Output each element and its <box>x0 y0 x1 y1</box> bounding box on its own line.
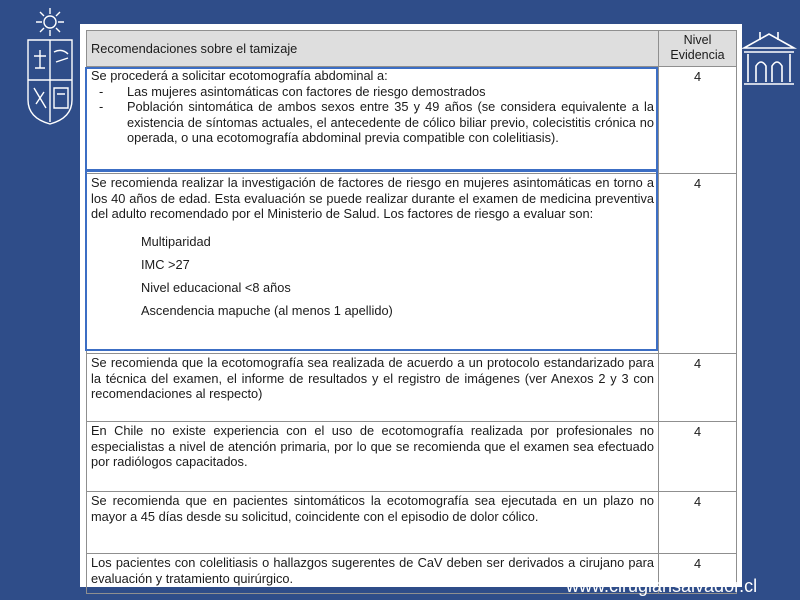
risk-factor-item: IMC >27 <box>141 256 190 272</box>
recommendations-table <box>86 30 737 594</box>
risk-factor-item: Ascendencia mapuche (al menos 1 apellido) <box>141 302 393 318</box>
table-row <box>87 67 737 174</box>
evidence-level-cell: 4 <box>659 354 737 422</box>
evidence-level-cell: 4 <box>659 492 737 554</box>
risk-factor-list <box>141 232 654 324</box>
university-crest-icon <box>24 8 76 126</box>
risk-factor-item: Multiparidad <box>141 233 211 249</box>
recommendation-cell: Se recomienda que la ecotomografía sea realizada de acuerdo a un protocolo estandarizado para la técnica del examen, el informe de resultados y el registro de imágenes (ver Anexos 2 y 3 con recomendaciones al respecto) <box>87 354 659 422</box>
table-row <box>87 174 737 354</box>
table-row <box>87 492 737 554</box>
header-level-line1: Nivel <box>683 33 712 47</box>
header-evidence-level <box>659 31 737 67</box>
table-row <box>87 354 737 422</box>
guideline-table-card <box>80 24 742 587</box>
evidence-level-cell: 4 <box>659 67 737 174</box>
building-facade-icon <box>740 28 798 88</box>
table-row <box>87 422 737 492</box>
risk-factor-item: Nivel educacional <8 años <box>141 279 291 295</box>
list-item: - Las mujeres asintomáticas con factores de riesgo demostrados <box>119 84 654 100</box>
recommendation-cell: En Chile no existe experiencia con el uso de ecotomografía realizada por profesionales no especialistas a nivel de atención primaria, por lo que se recomienda que el examen sea efectuado por radiólogos capacitados. <box>87 422 659 492</box>
recommendation-text: Se procederá a solicitar ecotomografía abdominal a: <box>91 68 388 83</box>
recommendation-list <box>91 84 654 146</box>
evidence-level-cell: 4 <box>659 554 737 594</box>
evidence-level-cell: 4 <box>659 174 737 354</box>
recommendation-cell: Los pacientes con colelitiasis o hallazgos sugerentes de CaV deben ser derivados a cirujano para evaluación y tratamiento quirúrgico. <box>87 554 659 594</box>
recommendation-text: Se recomienda realizar la investigación de factores de riesgo en mujeres asintomáticas en torno a los 40 años de edad. Esta evaluación se puede realizar durante el examen de medicina preventiva del adulto recomendado por el Ministerio de Salud. Los factores de riesgo a evaluar son: <box>91 175 654 221</box>
evidence-level-cell: 4 <box>659 422 737 492</box>
recommendation-cell: Se recomienda que en pacientes sintomáticos la ecotomografía sea ejecutada en un plazo no mayor a 45 días desde su solicitud, coincidente con el episodio de dolor cólico. <box>87 492 659 554</box>
header-level-line2: Evidencia <box>670 48 725 62</box>
table-header-row <box>87 31 737 67</box>
list-item: - Población sintomática de ambos sexos entre 35 y 49 años (se considera equivalente a la existencia de síntomas actuales, el antecedente de cólico biliar previo, colecistitis crónica no operada, o una ecotomografía abdominal previa compatible con colelitiasis). <box>119 99 654 146</box>
header-recommendations: Recomendaciones sobre el tamizaje <box>87 31 659 67</box>
website-footer: www.cirugiansalvador.cl <box>566 576 758 596</box>
recommendation-cell <box>87 67 659 174</box>
recommendation-cell <box>87 174 659 354</box>
